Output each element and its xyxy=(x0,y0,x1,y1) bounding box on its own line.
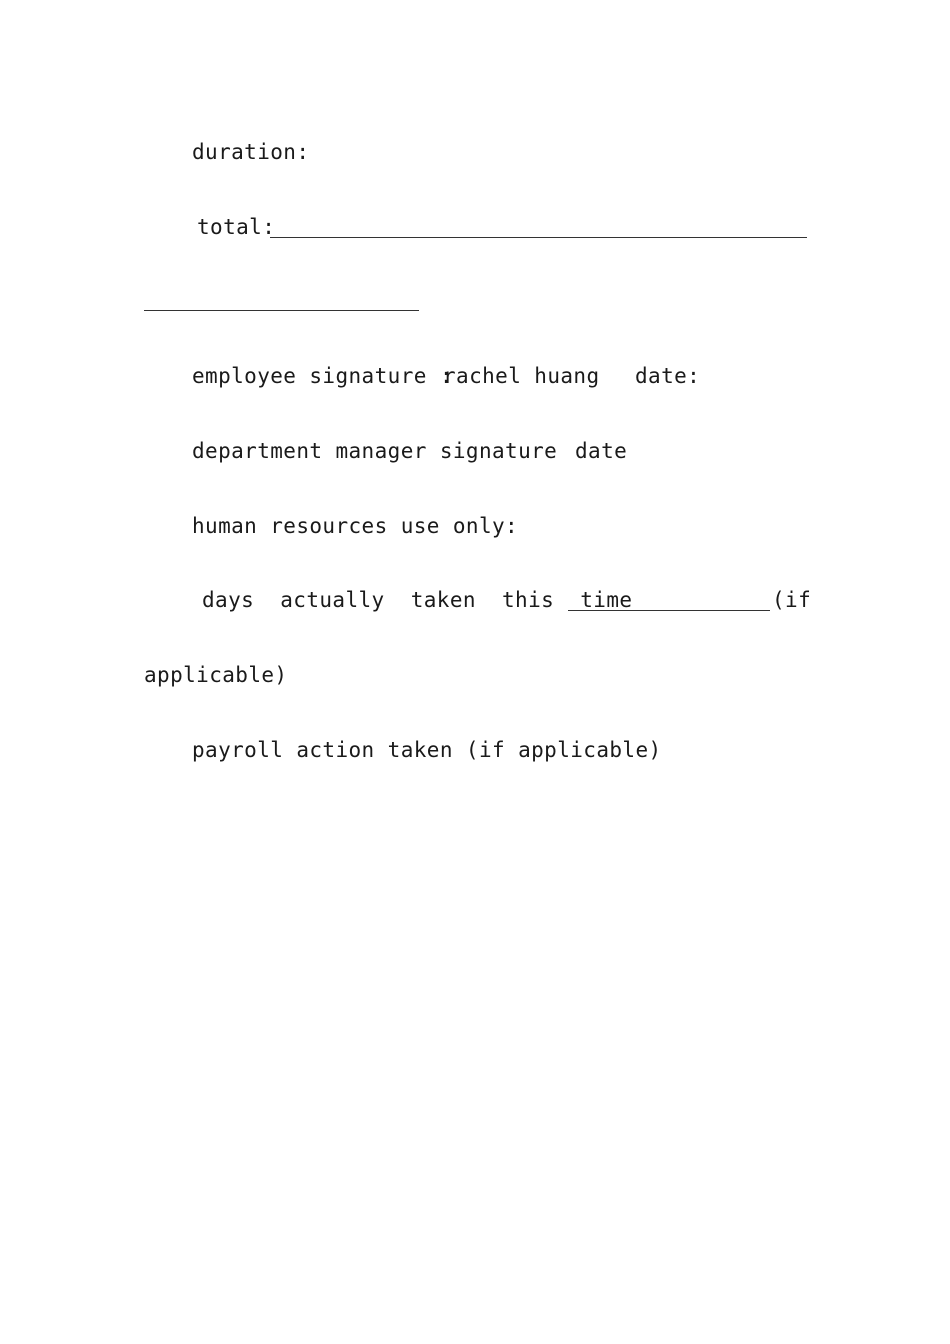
duration-label: duration: xyxy=(192,140,310,164)
manager-date-label: date xyxy=(575,439,628,463)
employee-date-label: date: xyxy=(635,364,701,388)
total-label: total: xyxy=(197,215,276,239)
days-taken-suffix: (if xyxy=(772,588,812,612)
employee-signature-label: employee signature : xyxy=(192,364,453,388)
total-field-line[interactable] xyxy=(270,237,807,238)
manager-signature-label: department manager signature xyxy=(192,439,558,463)
employee-signature-value: rachel huang xyxy=(443,364,600,388)
hr-section-heading: human resources use only: xyxy=(192,514,519,538)
days-taken-suffix-continued: applicable) xyxy=(144,663,288,687)
days-taken-field-line[interactable] xyxy=(568,610,770,611)
total-field-line-continued[interactable] xyxy=(144,310,419,311)
days-taken-label: days actually taken this time xyxy=(202,588,633,612)
payroll-action-label: payroll action taken (if applicable) xyxy=(192,738,662,762)
